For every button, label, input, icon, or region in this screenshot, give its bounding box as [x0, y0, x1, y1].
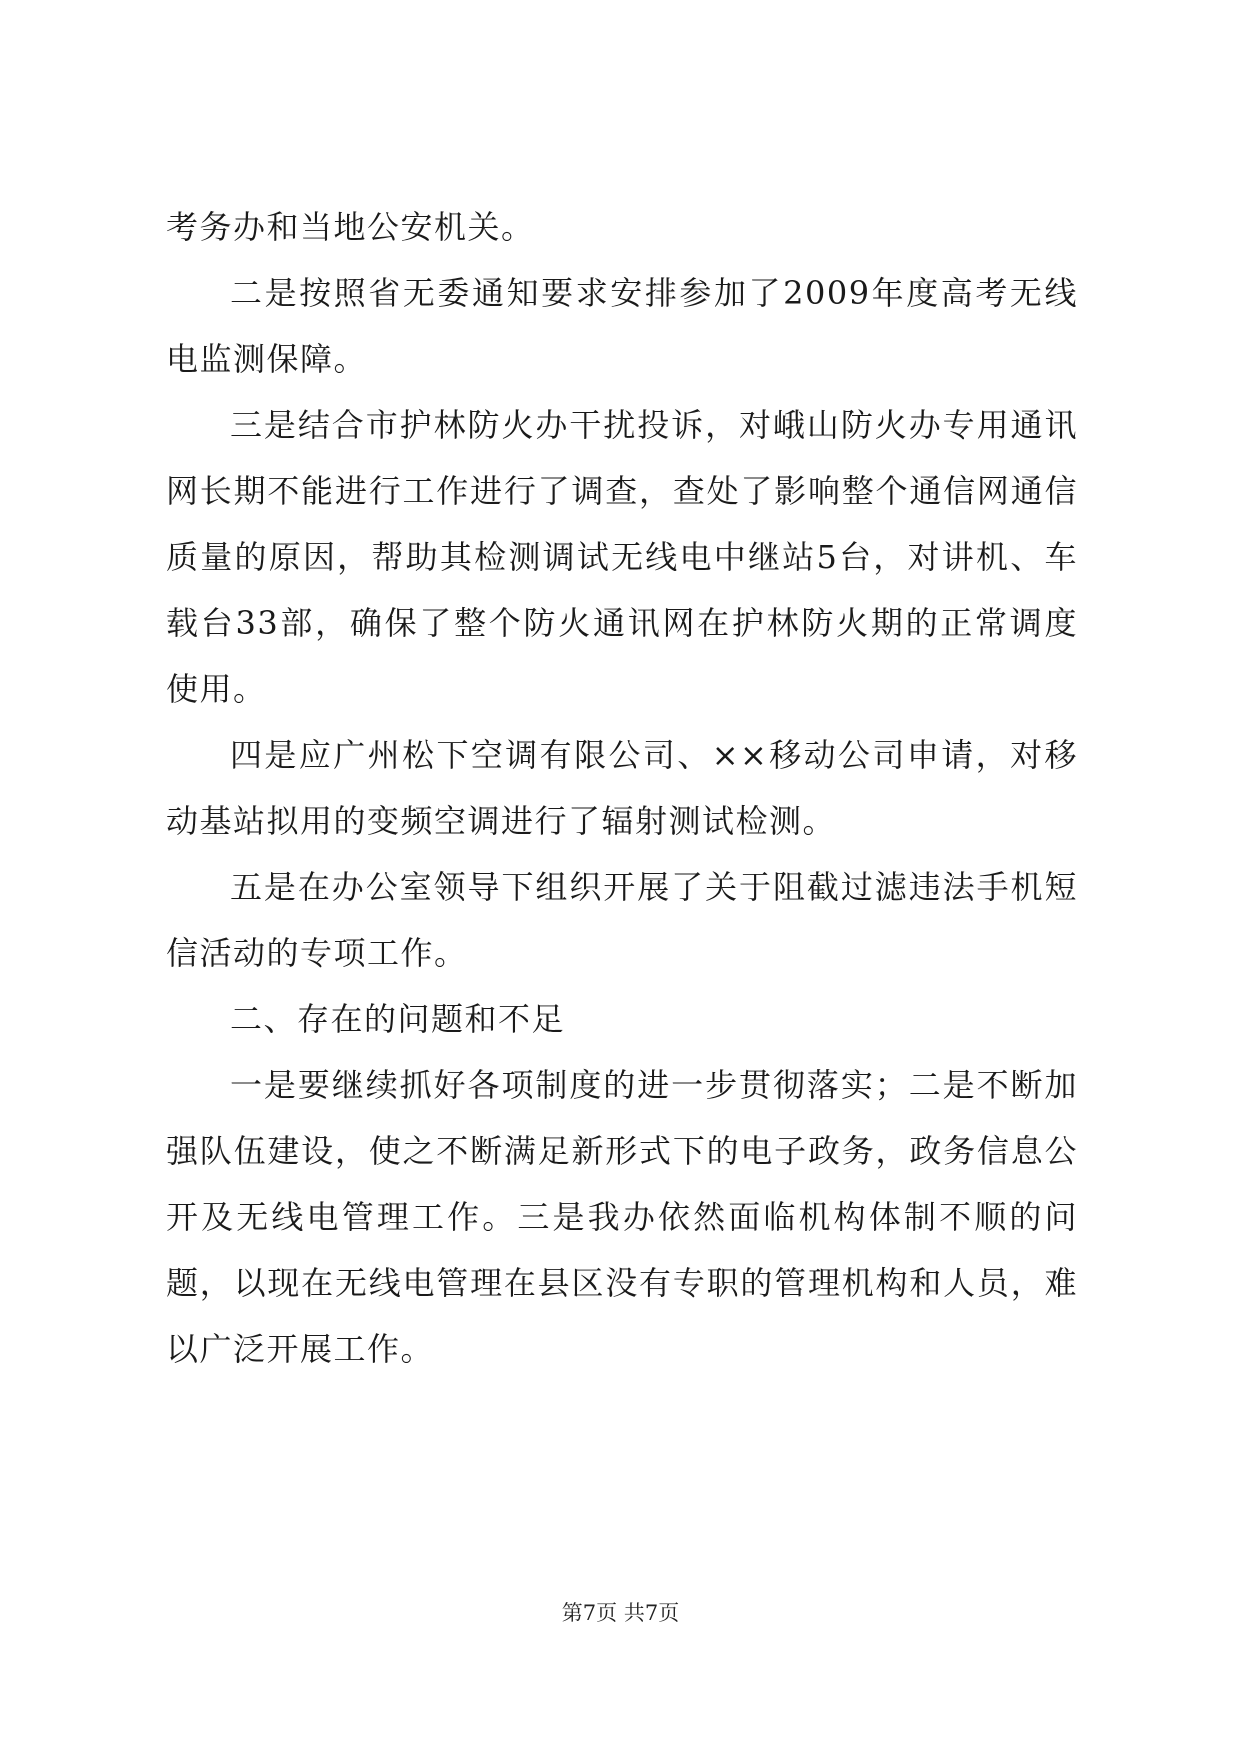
paragraph-4: 四是应广州松下空调有限公司、××移动公司申请，对移动基站拟用的变频空调进行了辐射测试检测。 [166, 736, 1078, 840]
paragraph-5: 五是在办公室领导下组织开展了关于阻截过滤违法手机短信活动的专项工作。 [166, 868, 1078, 972]
paragraph-1: 考务办和当地公安机关。 [166, 208, 535, 246]
document-body [166, 194, 1078, 1382]
paragraph-3: 三是结合市护林防火办干扰投诉，对峨山防火办专用通讯网长期不能进行工作进行了调查，查处了影响整个通信网通信质量的原因，帮助其检测调试无线电中继站5台，对讲机、车载台33部，确保了整个防火通讯网在护林防火期的正常调度使用。 [166, 406, 1078, 708]
page-number-footer: 第7页 共7页 [561, 1601, 680, 1625]
paragraph-6: 一是要继续抓好各项制度的进一步贯彻落实；二是不断加强队伍建设，使之不断满足新形式下的电子政务，政务信息公开及无线电管理工作。三是我办依然面临机构体制不顺的问题，以现在无线电管理在县区没有专职的管理机构和人员，难以广泛开展工作。 [166, 1066, 1078, 1368]
paragraph-2: 二是按照省无委通知要求安排参加了2009年度高考无线电监测保障。 [166, 274, 1078, 378]
section-heading: 二、存在的问题和不足 [230, 1000, 566, 1038]
